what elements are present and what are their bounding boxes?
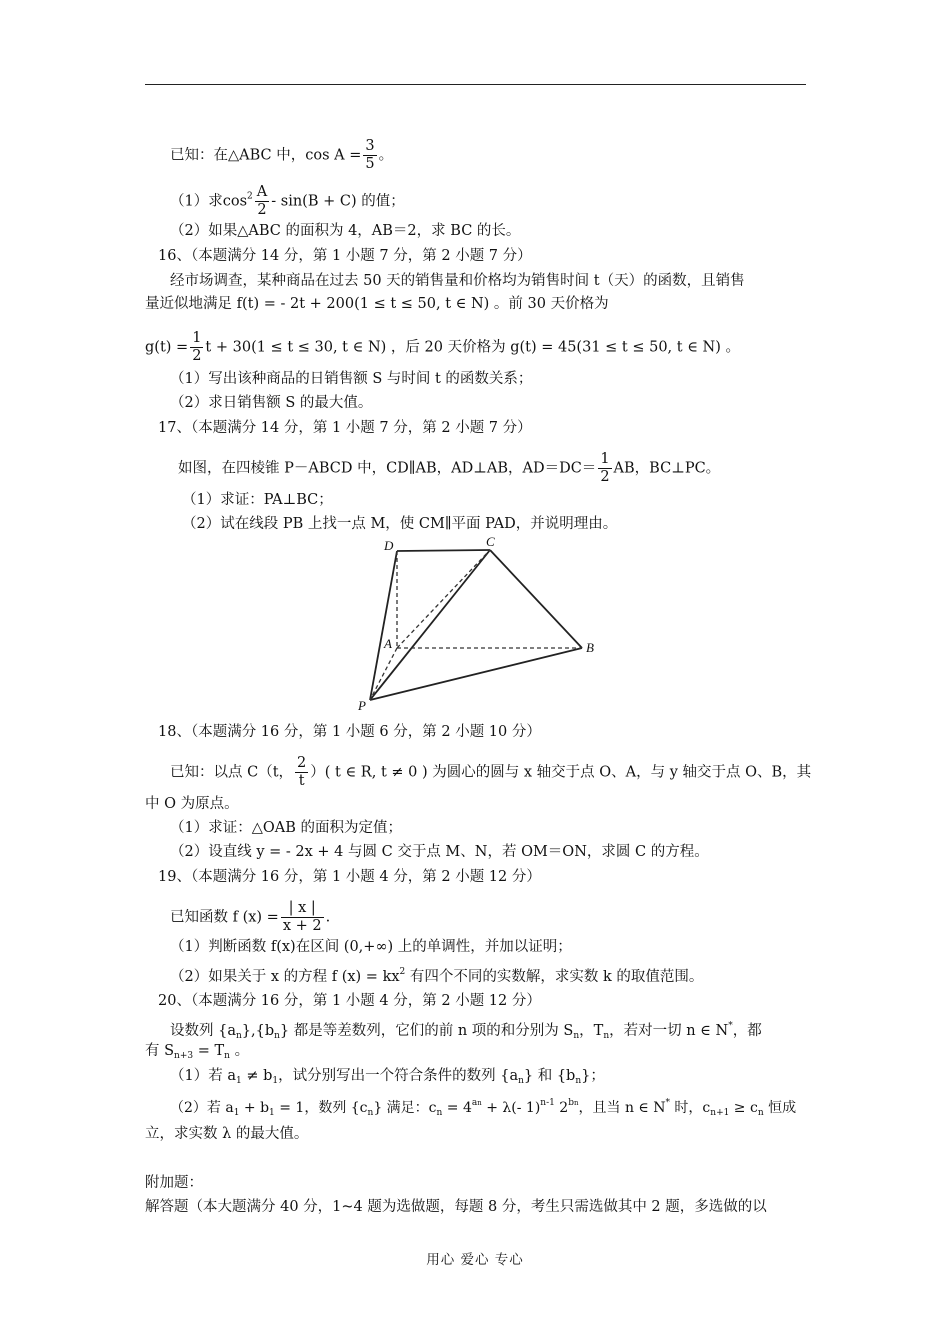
subscript-n: n [367,1108,374,1118]
p18-q1: （1）求证：△OAB 的面积为定值； [170,820,402,836]
p15-intro [170,138,393,173]
p19-q2 [170,962,703,987]
p17-half-fraction [598,451,611,486]
p18-header: 18、（本题满分 16 分，第 1 小题 6 分，第 2 小题 10 分） [158,724,541,740]
p20-q1 [170,1066,605,1091]
subscript-n: n [235,1031,242,1041]
p20-text: ≥ c [729,1100,758,1116]
p19-line1-end: . [325,909,331,926]
p19-line1 [170,900,330,935]
p20-text: } 和 {b [523,1068,576,1084]
p16-line3 [145,330,740,365]
p19-q2-text: （2）如果关于 x 的方程 f (x) = kx [170,969,400,985]
p16-q2: （2）求日销售额 S 的最大值。 [170,395,373,411]
p16-q1: （1）写出该种商品的日销售额 S 与时间 t 的函数关系； [170,371,533,387]
p17-line1 [178,451,720,486]
pyramid-figure [340,536,610,711]
subscript-1: 1 [235,1076,242,1086]
p19-header: 19、（本题满分 16 分，第 1 小题 4 分，第 2 小题 12 分） [158,869,541,885]
p20-text: },{b [241,1023,275,1039]
label-b: B [586,640,594,655]
edge-dc [397,550,490,551]
subscript-1: 1 [272,1076,279,1086]
exponent-subscript: n [477,1099,482,1107]
subscript-n: n [518,1076,524,1086]
edge-cp [370,550,490,700]
p20-text: + λ(- 1) [481,1100,541,1116]
edge-bp [370,648,582,700]
p15-q1-square: 2 [247,191,253,202]
subscript-n: n [757,1108,764,1118]
p15-q1-tail: - sin(B + C) 的值； [271,193,405,210]
p19-q2-tail: 有四个不同的实数解，求实数 k 的取值范围。 [405,969,704,985]
p20-line1 [170,1016,762,1046]
p16-line1: 经市场调查，某种商品在过去 50 天的销售量和价格均为销售时间 t（天）的函数，且销售 [170,273,745,289]
subscript-n: n [573,1031,580,1041]
p15-intro-text: 已知：在△ABC 中， [170,147,306,164]
appendix-title: 附加题： [145,1175,203,1191]
fraction-numerator: 1 [192,330,202,346]
subscript-n: n [224,1051,230,1061]
p20-text: 设数列 {a [170,1023,236,1039]
fraction-numerator: 3 [365,138,375,154]
superscript-star: * [728,1021,733,1031]
header-rule [145,84,806,85]
subscript-1: 1 [269,1108,275,1118]
p19-q1: （1）判断函数 f(x)在区间 (0,+∞) 上的单调性，并加以证明； [170,939,572,955]
p20-text: 恒成 [763,1100,797,1116]
label-d: D [384,538,394,553]
p19-f-label: 已知函数 f (x) = [170,909,279,926]
p17-q1: （1）求证：PA⊥BC； [182,492,333,508]
p20-text: 。 [229,1043,250,1059]
p17-line1-tail: AB，BC⊥PC。 [613,460,721,477]
p17-header: 17、（本题满分 14 分，第 1 小题 7 分，第 2 小题 7 分） [158,420,532,436]
label-c: C [486,536,495,549]
p18-line1-tail: ）( t ∈ R, t ≠ 0 ) 为圆心的圆与 x 轴交于点 O、A，与 y 轴交于点 O、B，其 [310,764,812,781]
p20-q2 [170,1093,796,1123]
edge-ac-hidden [397,550,490,648]
p15-intro-end: 。 [378,147,394,164]
p15-q2: （2）如果△ABC 的面积为 4，AB＝2，求 BC 的长。 [170,223,521,239]
subscript-n1: n+1 [710,1108,730,1118]
fraction-denominator: t [298,773,305,789]
p15-q1 [170,184,405,219]
p20-text: ≠ b [241,1068,273,1084]
p16-g-label: g(t) = [145,339,189,356]
fraction-numerator: 1 [600,451,610,467]
p18-line2: 中 O 为原点。 [145,796,239,812]
p20-q2-line2: 立，求实数 λ 的最大值。 [145,1126,309,1142]
p16-line3-tail: t + 30(1 ≤ t ≤ 30, t ∈ N) ，后 20 天价格为 g(t) = 45(31 ≤ t ≤ 50, t ∈ N) 。 [205,339,741,356]
exponent-n-minus-1: n-1 [540,1098,555,1108]
p20-text: ，都 [732,1023,762,1039]
exponent-a-n [472,1098,482,1108]
fraction-numerator: 2 [297,755,307,771]
p20-text: 有 S [145,1043,175,1059]
p17-q2: （2）试在线段 PB 上找一点 M，使 CM∥平面 PAD，并说明理由。 [182,516,618,532]
p15-q1-text: （1）求 [170,193,223,210]
page-footer: 用心 爱心 专心 [426,1252,524,1268]
exponent-base: a [471,1098,478,1108]
p15-cos-label: cos A = [305,147,362,164]
p18-fraction [295,755,308,790]
p20-text: }； [581,1068,605,1084]
fraction-denominator: 2 [600,469,610,485]
p19-q2-square: 2 [399,967,406,977]
p16-line2: 量近似地满足 f(t) = - 2t + 200(1 ≤ t ≤ 50, t ∈ N) 。前 30 天价格为 [145,296,609,312]
label-p: P [358,698,366,711]
p20-text: ，且当 n ∈ N [578,1100,666,1116]
p19-fraction [281,900,324,935]
p15-q1-cos: cos [222,193,248,210]
p20-header: 20、（本题满分 16 分，第 1 小题 4 分，第 2 小题 12 分） [158,993,541,1009]
subscript-1: 1 [233,1108,240,1118]
subscript-n3: n+3 [174,1051,194,1061]
subscript-n: n [603,1031,610,1041]
exponent-base: b [568,1098,574,1108]
fraction-numerator: | x | [281,900,324,918]
p20-text: ，T [579,1023,604,1039]
p20-text: } 都是等差数列，它们的前 n 项的和分别为 S [279,1023,574,1039]
p15-q1-fraction [255,184,269,219]
edge-cb [490,550,582,648]
subscript-n: n [575,1076,582,1086]
exponent-subscript: n [573,1099,579,1107]
p20-text: = 1，数列 {c [274,1100,368,1116]
p17-line1-text: 如图，在四棱锥 P－ABCD 中，CD∥AB，AD⊥AB，AD＝DC＝ [178,460,597,477]
p20-text: （1）若 a [170,1068,236,1084]
p16-header: 16、（本题满分 14 分，第 1 小题 7 分，第 2 小题 7 分） [158,248,532,264]
subscript-n: n [436,1108,443,1118]
p20-text: = 4 [442,1100,472,1116]
fraction-denominator: 5 [365,156,375,172]
p18-line1-text: 已知：以点 C（t， [170,764,294,781]
exponent-b-n [568,1098,578,1108]
p20-text: = T [193,1043,225,1059]
fraction-denominator: x + 2 [282,918,322,934]
p20-text: + b [239,1100,270,1116]
p20-text: （2）若 a [170,1100,234,1116]
fraction-denominator: 2 [192,348,202,364]
superscript-star: * [665,1098,670,1108]
p20-line2 [145,1041,249,1066]
fraction-numerator: A [256,184,268,200]
p18-q2: （2）设直线 y = - 2x + 4 与圆 C 交于点 M、N，若 OM＝ON，求圆 C 的方程。 [170,844,709,860]
p20-text: } 满足：c [373,1100,437,1116]
p20-text: ，若对一切 n ∈ N [609,1023,729,1039]
p20-text: 2 [554,1100,569,1116]
fraction-denominator: 2 [257,202,267,218]
p16-half-fraction [190,330,203,365]
p20-text: ，试分别写出一个符合条件的数列 {a [278,1068,519,1084]
appendix-line1: 解答题（本大题满分 40 分，1~4 题为选做题，每题 8 分，考生只需选做其中 2 题，多选做的以 [145,1199,767,1215]
edge-dp [370,551,397,700]
subscript-n: n [274,1031,280,1041]
p18-line1 [170,755,811,790]
p20-text: 时，c [669,1100,711,1116]
label-a: A [384,636,392,651]
p15-cos-fraction [363,138,376,173]
